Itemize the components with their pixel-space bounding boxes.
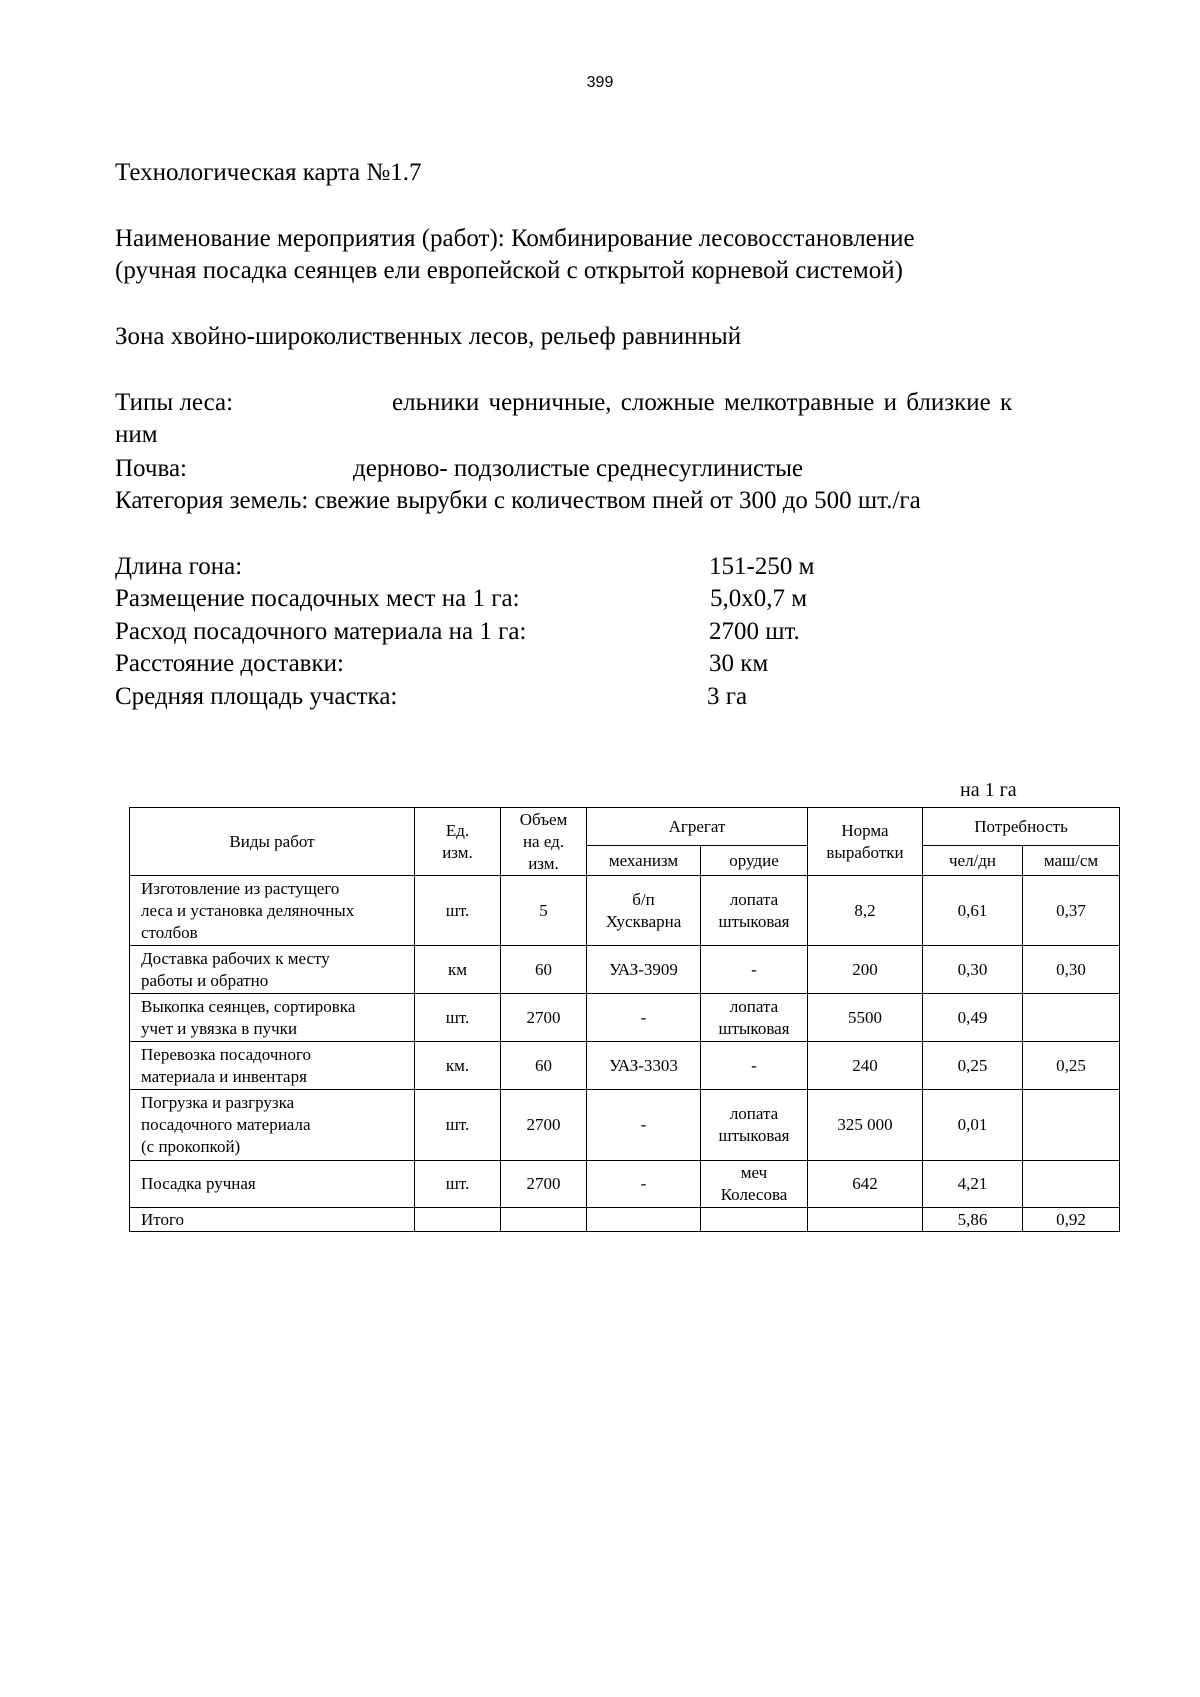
cell-work: Перевозка посадочного материала и инвентаря — [130, 1042, 415, 1090]
cell-work: Доставка рабочих к месту работы и обратно — [130, 946, 415, 994]
zone-line: Зона хвойно-широколиственных лесов, рельеф равнинный — [115, 323, 742, 350]
cell-volume: 5 — [501, 876, 587, 946]
cell-mechanism: б/п Хускварна — [587, 876, 701, 946]
cell-work: Посадка ручная — [130, 1161, 415, 1208]
unit-note: на 1 га — [960, 779, 1017, 801]
cell-man-days: 0,01 — [923, 1090, 1023, 1161]
cell-empty — [415, 1208, 501, 1232]
cell-work: Изготовление из растущего леса и установка деляночных столбов — [130, 876, 415, 946]
cell-norm: 642 — [808, 1161, 923, 1208]
header-volume: Объем на ед. изм. — [501, 808, 587, 876]
cell-mechanism: - — [587, 1090, 701, 1161]
event-line-2: (ручная посадка сеянцев ели европейской с открытой корневой системой) — [115, 257, 903, 284]
table-row — [130, 1042, 1120, 1090]
cell-mechanism: - — [587, 1161, 701, 1208]
cell-unit: шт. — [415, 1161, 501, 1208]
forest-types-row — [115, 388, 1013, 418]
doc-title: Технологическая карта №1.7 — [115, 159, 422, 186]
param-label: Расход посадочного материала на 1 га: — [115, 618, 527, 645]
total-row — [130, 1208, 1120, 1232]
param-value: 151-250 м — [709, 553, 815, 580]
cell-man-days: 0,25 — [923, 1042, 1023, 1090]
work-table — [129, 807, 1120, 1232]
cell-volume: 2700 — [501, 994, 587, 1042]
total-man-days: 5,86 — [923, 1208, 1023, 1232]
cell-norm: 5500 — [808, 994, 923, 1042]
param-value: 2700 шт. — [709, 618, 800, 645]
cell-man-days: 0,49 — [923, 994, 1023, 1042]
param-value: 3 га — [707, 683, 748, 710]
cell-man-days: 4,21 — [923, 1161, 1023, 1208]
cell-empty — [587, 1208, 701, 1232]
cell-unit: км. — [415, 1042, 501, 1090]
cell-machine-shifts — [1023, 1090, 1120, 1161]
table-row — [130, 876, 1120, 946]
cell-volume: 2700 — [501, 1161, 587, 1208]
param-row — [115, 682, 748, 712]
cell-mechanism: УАЗ-3909 — [587, 946, 701, 994]
soil-label: Почва: — [115, 455, 187, 482]
cell-tool: лопата штыковая — [701, 876, 808, 946]
cell-work: Погрузка и разгрузка посадочного материала (с прокопкой) — [130, 1090, 415, 1161]
cell-unit: шт. — [415, 876, 501, 946]
cell-norm: 200 — [808, 946, 923, 994]
header-machine-shifts: маш/см — [1023, 846, 1120, 876]
land-category-label: Категория земель: — [115, 487, 309, 514]
cell-mechanism: - — [587, 994, 701, 1042]
forest-types-value: ельники черничные, сложные мелкотравные и близкие к — [392, 389, 1013, 416]
cell-mechanism: УАЗ-3303 — [587, 1042, 701, 1090]
land-category-row — [115, 486, 921, 516]
param-row — [115, 552, 815, 582]
cell-empty — [701, 1208, 808, 1232]
header-unit: Ед. изм. — [415, 808, 501, 876]
cell-machine-shifts: 0,25 — [1023, 1042, 1120, 1090]
header-aggregate: Агрегат — [587, 808, 808, 846]
table-row — [130, 994, 1120, 1042]
cell-machine-shifts: 0,37 — [1023, 876, 1120, 946]
param-label: Средняя площадь участка: — [115, 683, 398, 710]
cell-tool: лопата штыковая — [701, 994, 808, 1042]
cell-unit: шт. — [415, 1090, 501, 1161]
total-label: Итого — [130, 1208, 415, 1232]
cell-norm: 240 — [808, 1042, 923, 1090]
forest-types-continuation: ним — [115, 421, 158, 448]
forest-types-label: Типы леса: — [115, 389, 234, 416]
table-row — [130, 1161, 1120, 1208]
table-row — [130, 1090, 1120, 1161]
cell-work: Выкопка сеянцев, сортировка учет и увязка в пучки — [130, 994, 415, 1042]
header-mechanism: механизм — [587, 846, 701, 876]
cell-machine-shifts: 0,30 — [1023, 946, 1120, 994]
soil-row — [115, 454, 803, 484]
param-label: Расстояние доставки: — [115, 650, 344, 677]
header-norm: Норма выработки — [808, 808, 923, 876]
param-label: Размещение посадочных мест на 1 га: — [115, 585, 520, 612]
total-machine-shifts: 0,92 — [1023, 1208, 1120, 1232]
param-row — [115, 649, 769, 679]
soil-value: дерново- подзолистые среднесуглинистые — [353, 455, 803, 482]
param-row — [115, 584, 808, 614]
header-tool: орудие — [701, 846, 808, 876]
page-number: 399 — [586, 74, 614, 91]
header-work: Виды работ — [130, 808, 415, 876]
cell-tool: меч Колесова — [701, 1161, 808, 1208]
cell-empty — [808, 1208, 923, 1232]
param-label: Длина гона: — [115, 553, 243, 580]
cell-unit: км — [415, 946, 501, 994]
cell-tool: лопата штыковая — [701, 1090, 808, 1161]
cell-norm: 8,2 — [808, 876, 923, 946]
cell-machine-shifts — [1023, 994, 1120, 1042]
event-line-1: Наименование мероприятия (работ): Комбинирование лесовосстановление — [115, 225, 915, 252]
cell-unit: шт. — [415, 994, 501, 1042]
cell-volume: 60 — [501, 946, 587, 994]
cell-norm: 325 000 — [808, 1090, 923, 1161]
land-category-value: свежие вырубки с количеством пней от 300 до 500 шт./га — [314, 487, 921, 514]
header-need: Потребность — [923, 808, 1120, 846]
param-row — [115, 617, 800, 647]
cell-volume: 60 — [501, 1042, 587, 1090]
cell-tool: - — [701, 946, 808, 994]
cell-man-days: 0,30 — [923, 946, 1023, 994]
cell-volume: 2700 — [501, 1090, 587, 1161]
cell-tool: - — [701, 1042, 808, 1090]
cell-machine-shifts — [1023, 1161, 1120, 1208]
cell-man-days: 0,61 — [923, 876, 1023, 946]
cell-empty — [501, 1208, 587, 1232]
table-row — [130, 946, 1120, 994]
param-value: 5,0х0,7 м — [710, 585, 808, 612]
header-row — [130, 808, 1120, 846]
param-value: 30 км — [709, 650, 769, 677]
header-man-days: чел/дн — [923, 846, 1023, 876]
